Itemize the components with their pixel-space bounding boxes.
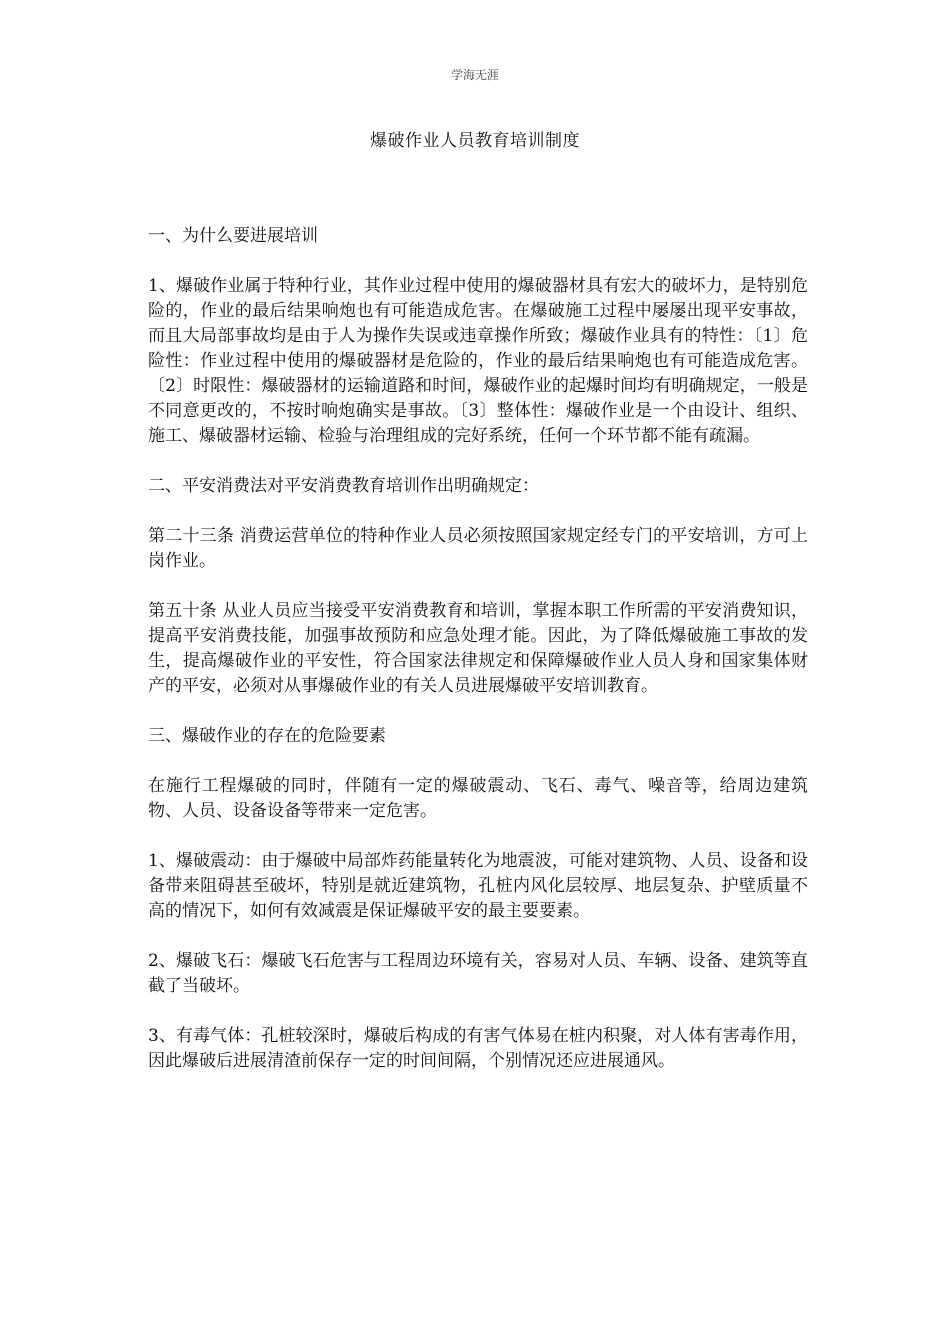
paragraph: 1、爆破作业属于特种行业，其作业过程中使用的爆破器材具有宏大的破坏力，是特别危险的，作业的最后结果响炮也有可能造成危害。在爆破施工过程中屡屡出现平安事故，而且大局部事故均是由于人为操作失误或违章操作所致；爆破作业具有的特性：〔1〕危险性：作业过程中使用的爆破器材是危险的，作业的最后结果响炮也有可能造成危害。〔2〕时限性：爆破器材的运输道路和时间，爆破作业的起爆时间均有明确规定，一般是不同意更改的，不按时响炮确实是事故。〔3〕整体性：爆破作业是一个由设计、组织、施工、爆破器材运输、检验与治理组成的完好系统，任何一个环节都不能有疏漏。	[148, 276, 808, 446]
section-heading-2: 二、平安消费法对平安消费教育培训作出明确规定：	[148, 476, 539, 496]
section-heading-3: 三、爆破作业的存在的危险要素	[148, 726, 386, 746]
paragraph: 第五十条 从业人员应当接受平安消费教育和培训，掌握本职工作所需的平安消费知识，提高平安消费技能，加强事故预防和应急处理才能。因此，为了降低爆破施工事故的发生，提高爆破作业的平安性，符合国家法律规定和保障爆破作业人员人身和国家集体财产的平安，必须对从事爆破作业的有关人员进展爆破平安培训教育。	[148, 601, 808, 696]
document-body	[148, 224, 808, 1099]
document-title: 爆破作业人员教育培训制度	[370, 131, 580, 151]
paragraph: 3、有毒气体：孔桩较深时，爆破后构成的有害气体易在桩内积聚，对人体有害毒作用，因此爆破后进展清渣前保存一定的时间间隔，个别情况还应进展通风。	[148, 1026, 808, 1071]
paragraph: 2、爆破飞石：爆破飞石危害与工程周边环境有关，容易对人员、车辆、设备、建筑等直截了当破坏。	[148, 951, 808, 996]
paragraph: 第二十三条 消费运营单位的特种作业人员必须按照国家规定经专门的平安培训，方可上岗作业。	[148, 526, 808, 571]
section-heading-1: 一、为什么要进展培训	[148, 226, 318, 246]
page-header: 学海无涯	[450, 68, 499, 82]
paragraph: 在施行工程爆破的同时，伴随有一定的爆破震动、飞石、毒气、噪音等，给周边建筑物、人员、设备设备等带来一定危害。	[148, 776, 808, 821]
paragraph: 1、爆破震动：由于爆破中局部炸药能量转化为地震波，可能对建筑物、人员、设备和设备带来阻碍甚至破坏，特别是就近建筑物，孔桩内风化层较厚、地层复杂、护壁质量不高的情况下，如何有效减震是保证爆破平安的最主要要素。	[148, 851, 808, 921]
